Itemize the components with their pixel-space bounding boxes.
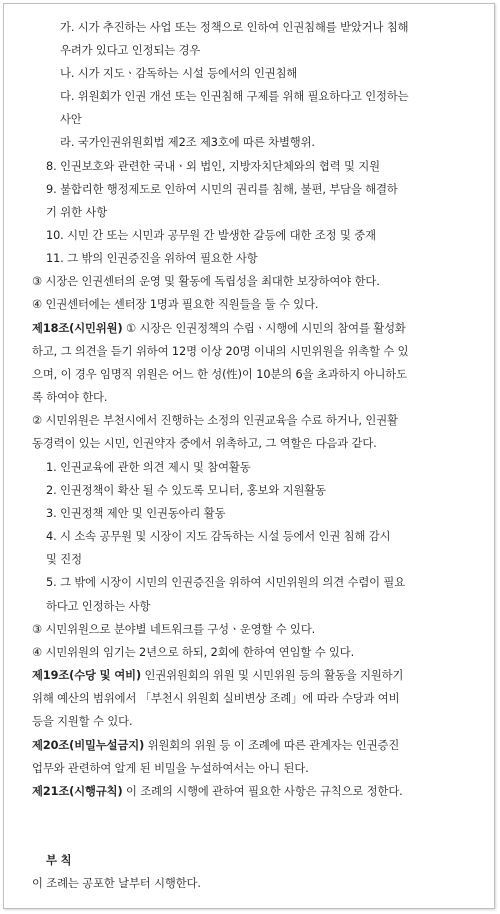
article-19-text: 인권위원회의 위원 및 시민위원 등의 활동을 지원하기 [141, 669, 404, 682]
text-line: 기 위한 사항 [46, 206, 108, 219]
text-line: 등을 지원할 수 있다. [32, 715, 133, 728]
text-line: 나. 시가 지도ㆍ감독하는 시설 등에서의 인권침해 [60, 67, 298, 80]
text-line: 11. 그 밖의 인권증진을 위하여 필요한 사항 [46, 252, 258, 265]
article-21-heading: 제21조(시행규칙) [32, 785, 123, 798]
text-line: 하다고 인정하는 사항 [46, 600, 151, 613]
article-18-line [32, 321, 406, 337]
text-line: ③ 시민위원으로 분야별 네트워크를 구성ㆍ운영할 수 있다. [32, 623, 316, 636]
text-line: 업무와 관련하여 알게 된 비밀을 누설하여서는 아니 된다. [32, 762, 309, 775]
article-20-text: 위원회의 위원 등 이 조례에 따른 관계자는 인권증진 [144, 739, 400, 752]
article-20-heading: 제20조(비밀누설금지) [32, 739, 145, 752]
text-line: 8. 인권보호와 관련한 국내ㆍ외 법인, 지방자치단체와의 협력 및 지원 [46, 160, 380, 173]
text-line: ② 시민위원은 부천시에서 진행하는 소정의 인권교육을 수료 하거나, 인권활 [32, 414, 398, 427]
text-line: 으며, 이 경우 임명직 위원은 어느 한 성(性)이 10분의 6을 초과하지 아니하도 [32, 368, 407, 381]
text-line: 록 하여야 한다. [32, 391, 108, 404]
text-line: 이 조례는 공포한 날부터 시행한다. [32, 877, 201, 890]
text-line: 가. 시가 추진하는 사업 또는 정책으로 인하여 인권침해를 받았거나 침해 [60, 21, 409, 34]
text-line: 4. 시 소속 공무원 및 시장이 지도 감독하는 시설 등에서 인권 침해 감시 [46, 530, 391, 543]
text-line: 1. 인권교육에 관한 의견 제시 및 참여활동 [46, 461, 251, 474]
text-line: ④ 시민위원의 임기는 2년으로 하되, 2회에 한하여 연임할 수 있다. [32, 646, 355, 659]
text-line: ③ 시장은 인권센터의 운영 및 활동에 독립성을 최대한 보장하여야 한다. [32, 275, 380, 288]
article-21-text: 이 조례의 시행에 관하여 필요한 사항은 규칙으로 정한다. [122, 785, 403, 798]
article-19-line [32, 668, 403, 684]
text-line: ④ 인권센터에는 센터장 1명과 필요한 직원들을 둘 수 있다. [32, 298, 319, 311]
supplementary-heading: 부 칙 [46, 854, 72, 867]
text-line: 라. 국가인권위원회법 제2조 제3호에 따른 차별행위. [60, 136, 315, 149]
text-line: 하고, 그 의견을 듣기 위하여 12명 이상 20명 이내의 시민위원을 위촉할 수 있 [32, 345, 409, 358]
text-line: 10. 시민 간 또는 시민과 공무원 간 발생한 갈등에 대한 조정 및 중재 [46, 229, 376, 242]
text-line: 위해 예산의 범위에서 「부천시 위원회 실비변상 조례」에 따라 수당과 여비 [32, 692, 400, 705]
article-18-text: ① 시장은 인권정책의 수립ㆍ시행에 시민의 참여를 활성화 [122, 322, 406, 335]
text-line: 우려가 있다고 인정되는 경우 [60, 44, 201, 57]
text-line: 3. 인권정책 제안 및 인권동아리 활동 [46, 507, 226, 520]
article-21-line [32, 784, 403, 800]
text-line: 동경력이 있는 시민, 인권약자 중에서 위촉하고, 그 역할은 다음과 같다. [32, 437, 377, 450]
text-line: 및 진정 [46, 553, 82, 566]
article-18-heading: 제18조(시민위원) [32, 322, 123, 335]
text-line: 5. 그 밖에 시장이 시민의 인권증진을 위하여 시민위원의 의견 수렴이 필요 [46, 576, 406, 589]
text-line: 사안 [60, 113, 82, 126]
article-19-heading: 제19조(수당 및 여비) [32, 669, 142, 682]
text-line: 2. 인권정책이 확산 될 수 있도록 모니터, 홍보와 지원활동 [46, 484, 326, 497]
article-20-line [32, 738, 399, 754]
text-line: 9. 불합리한 행정제도로 인하여 시민의 권리를 침해, 불편, 부담을 해결하 [46, 183, 398, 196]
text-line: 다. 위원회가 인권 개선 또는 인권침해 구제를 위해 필요하다고 인정하는 [60, 90, 409, 103]
